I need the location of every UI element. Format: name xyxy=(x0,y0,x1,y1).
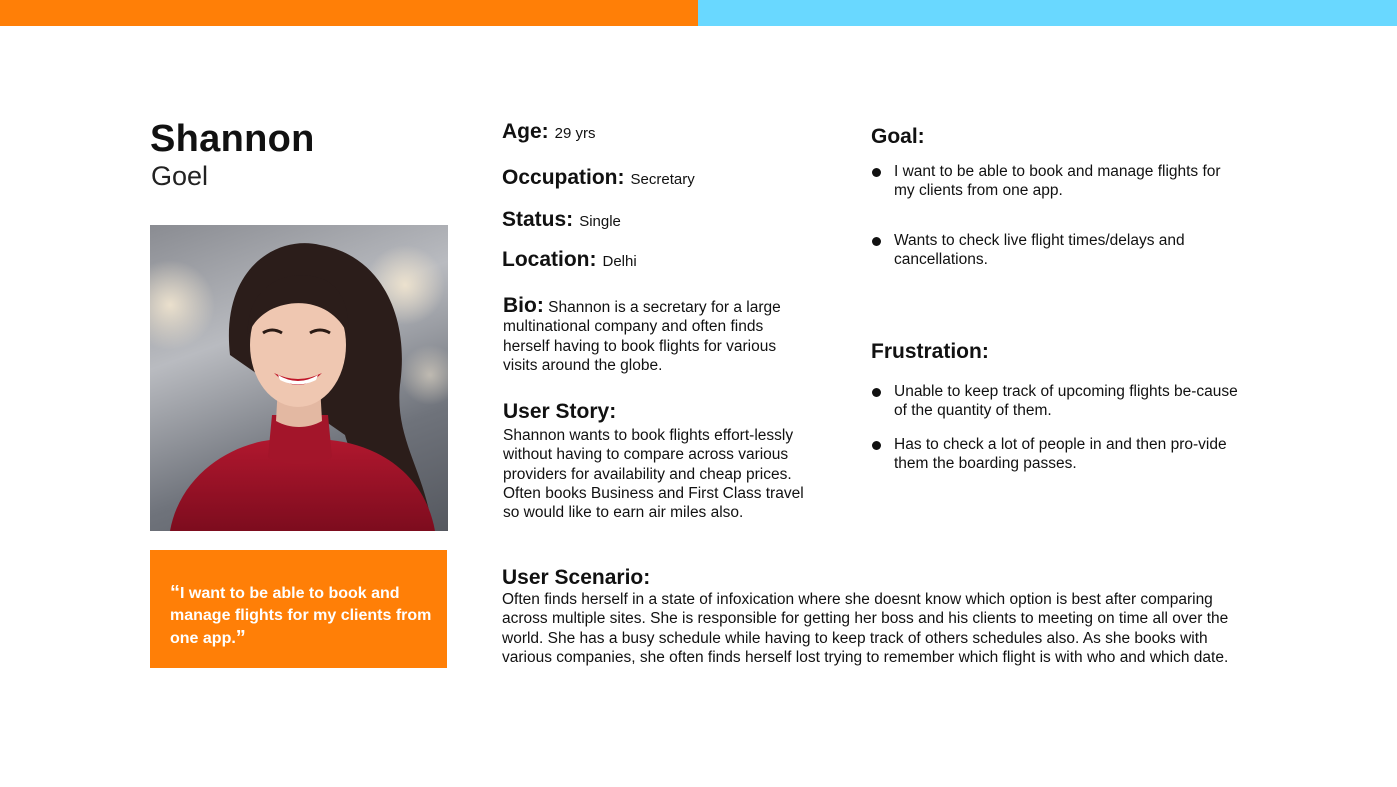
status-field xyxy=(502,208,621,232)
open-quote-mark: “ xyxy=(170,582,180,604)
goal-item-text: I want to be able to book and manage flights for my clients from one app. xyxy=(894,163,1221,200)
persona-first-name: Shannon xyxy=(150,118,315,160)
status-value: Single xyxy=(579,213,621,230)
user-scenario-title: User Scenario: xyxy=(502,566,651,589)
quote-text: I want to be able to book and manage flights for my clients from one app. xyxy=(170,585,432,647)
location-value: Delhi xyxy=(602,253,637,270)
frustration-item-text: Has to check a lot of people in and then pro-vide them the boarding passes. xyxy=(894,436,1227,473)
frustration-item-text: Unable to keep track of upcoming flights be-cause of the quantity of them. xyxy=(894,383,1238,420)
location-label: Location: xyxy=(502,248,597,271)
bio-section xyxy=(503,296,808,375)
quote-box xyxy=(150,550,447,668)
goal-item xyxy=(871,162,1241,201)
goal-item xyxy=(871,231,1241,270)
goal-title: Goal: xyxy=(871,125,925,148)
occupation-value: Secretary xyxy=(630,171,695,188)
location-field xyxy=(502,248,637,272)
close-quote-mark: ” xyxy=(235,627,246,649)
bullet-icon xyxy=(872,168,881,177)
occupation-field xyxy=(502,166,695,190)
age-value: 29 yrs xyxy=(554,125,596,142)
occupation-label: Occupation: xyxy=(502,166,625,189)
top-bar-blue xyxy=(698,0,1397,26)
frustration-title: Frustration: xyxy=(871,340,989,363)
bullet-icon xyxy=(872,237,881,246)
persona-quote xyxy=(170,582,438,650)
frustration-item xyxy=(871,435,1241,474)
age-field xyxy=(502,120,596,144)
frustration-item xyxy=(871,382,1241,421)
goal-item-text: Wants to check live flight times/delays and cancellations. xyxy=(894,232,1185,269)
bullet-icon xyxy=(872,388,881,397)
persona-last-name: Goel xyxy=(151,161,209,191)
user-scenario-text: Often finds herself in a state of infoxication where she doesnt know which option is best after comparing across multiple sites. She is responsible for getting her boss and his clients to meeting on time all over the world. She has a busy schedule while having to keep track of others schedules also. As she books with various companies, she often finds herself lost trying to remember which flight is with who and which date. xyxy=(502,591,1229,666)
bio-label: Bio: xyxy=(503,294,544,317)
bullet-icon xyxy=(872,441,881,450)
top-bar-orange xyxy=(0,0,698,26)
bio-text: Shannon is a secretary for a large multinational company and often finds herself having to book flights for various visits around the globe. xyxy=(503,299,781,374)
status-label: Status: xyxy=(502,208,574,231)
user-story-title: User Story: xyxy=(503,400,617,423)
age-label: Age: xyxy=(502,120,549,143)
persona-photo-illustration xyxy=(150,225,448,531)
persona-photo xyxy=(150,225,448,531)
user-story-text: Shannon wants to book flights effort-lessly without having to compare across various providers for availability and cheap prices. Often books Business and First Class travel so would like to earn air miles also. xyxy=(503,427,804,522)
